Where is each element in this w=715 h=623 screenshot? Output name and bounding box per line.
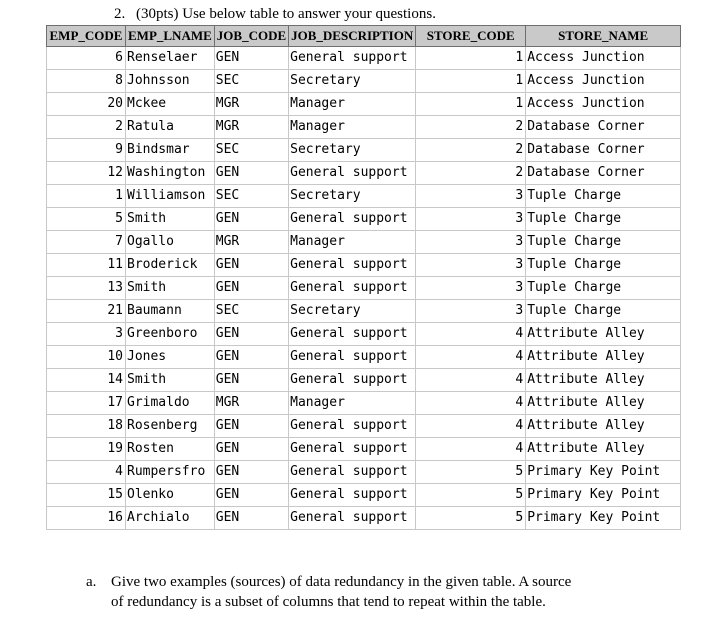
cell-store-name: Database Corner	[526, 139, 681, 162]
cell-job-code: GEN	[214, 277, 288, 300]
cell-store-code: 3	[416, 254, 526, 277]
cell-job-description: General support	[289, 277, 416, 300]
question-heading	[114, 6, 436, 23]
cell-job-description: General support	[289, 323, 416, 346]
cell-job-description: General support	[289, 461, 416, 484]
cell-job-description: General support	[289, 208, 416, 231]
cell-job-code: GEN	[214, 346, 288, 369]
cell-store-name: Primary Key Point	[526, 507, 681, 530]
table-row	[47, 116, 681, 139]
cell-job-code: SEC	[214, 70, 288, 93]
cell-job-description: General support	[289, 254, 416, 277]
cell-store-name: Tuple Charge	[526, 231, 681, 254]
cell-store-code: 5	[416, 507, 526, 530]
cell-job-description: General support	[289, 484, 416, 507]
cell-store-code: 2	[416, 162, 526, 185]
cell-job-code: GEN	[214, 507, 288, 530]
cell-store-name: Access Junction	[526, 47, 681, 70]
cell-emp-lname: Ratula	[126, 116, 215, 139]
cell-job-code: MGR	[214, 93, 288, 116]
cell-emp-code: 19	[47, 438, 126, 461]
question-text: (30pts) Use below table to answer your questions.	[136, 6, 436, 22]
cell-emp-code: 17	[47, 392, 126, 415]
table-row	[47, 323, 681, 346]
table-row	[47, 461, 681, 484]
cell-emp-lname: Greenboro	[126, 323, 215, 346]
header-emp-code: EMP_CODE	[47, 26, 126, 47]
header-emp-lname: EMP_LNAME	[126, 26, 215, 47]
cell-emp-code: 16	[47, 507, 126, 530]
cell-emp-lname: Rosenberg	[126, 415, 215, 438]
cell-store-name: Access Junction	[526, 70, 681, 93]
cell-emp-code: 20	[47, 93, 126, 116]
cell-job-description: Secretary	[289, 300, 416, 323]
table-row	[47, 369, 681, 392]
cell-job-code: GEN	[214, 254, 288, 277]
table-row	[47, 208, 681, 231]
cell-job-description: Manager	[289, 116, 416, 139]
cell-emp-code: 21	[47, 300, 126, 323]
cell-store-code: 3	[416, 231, 526, 254]
cell-emp-code: 8	[47, 70, 126, 93]
cell-job-code: GEN	[214, 438, 288, 461]
cell-emp-lname: Bindsmar	[126, 139, 215, 162]
cell-store-code: 4	[416, 323, 526, 346]
table-row	[47, 415, 681, 438]
cell-store-name: Tuple Charge	[526, 254, 681, 277]
cell-job-code: GEN	[214, 484, 288, 507]
cell-job-description: Manager	[289, 93, 416, 116]
table-row	[47, 231, 681, 254]
cell-store-code: 1	[416, 70, 526, 93]
cell-store-code: 3	[416, 185, 526, 208]
cell-store-name: Tuple Charge	[526, 277, 681, 300]
cell-store-name: Primary Key Point	[526, 484, 681, 507]
cell-job-description: Manager	[289, 392, 416, 415]
cell-emp-code: 9	[47, 139, 126, 162]
cell-emp-code: 1	[47, 185, 126, 208]
header-job-code: JOB_CODE	[214, 26, 288, 47]
cell-store-name: Attribute Alley	[526, 346, 681, 369]
cell-store-name: Attribute Alley	[526, 415, 681, 438]
table-row	[47, 47, 681, 70]
subquestion-text	[111, 572, 631, 612]
cell-store-code: 1	[416, 93, 526, 116]
cell-emp-lname: Johnsson	[126, 70, 215, 93]
table-row	[47, 484, 681, 507]
cell-emp-code: 4	[47, 461, 126, 484]
cell-store-name: Attribute Alley	[526, 323, 681, 346]
cell-emp-code: 10	[47, 346, 126, 369]
cell-emp-lname: Grimaldo	[126, 392, 215, 415]
cell-emp-lname: Olenko	[126, 484, 215, 507]
cell-emp-lname: Ogallo	[126, 231, 215, 254]
cell-job-description: Manager	[289, 231, 416, 254]
cell-store-code: 4	[416, 415, 526, 438]
cell-store-code: 5	[416, 484, 526, 507]
cell-store-name: Tuple Charge	[526, 185, 681, 208]
subquestion-line-2: of redundancy is a subset of columns that tend to repeat within the table.	[111, 594, 546, 610]
table-row	[47, 93, 681, 116]
table-row	[47, 185, 681, 208]
cell-emp-lname: Smith	[126, 208, 215, 231]
cell-job-description: General support	[289, 346, 416, 369]
subquestion-line-1: Give two examples (sources) of data redundancy in the given table. A source	[111, 574, 572, 590]
cell-job-code: GEN	[214, 323, 288, 346]
cell-emp-code: 2	[47, 116, 126, 139]
cell-store-code: 3	[416, 300, 526, 323]
cell-job-code: MGR	[214, 392, 288, 415]
table-row	[47, 254, 681, 277]
cell-store-name: Attribute Alley	[526, 392, 681, 415]
cell-store-code: 2	[416, 116, 526, 139]
cell-job-code: GEN	[214, 415, 288, 438]
cell-store-name: Database Corner	[526, 162, 681, 185]
cell-store-name: Tuple Charge	[526, 300, 681, 323]
table-row	[47, 392, 681, 415]
cell-store-code: 5	[416, 461, 526, 484]
cell-job-code: SEC	[214, 300, 288, 323]
cell-store-name: Attribute Alley	[526, 369, 681, 392]
cell-emp-lname: Jones	[126, 346, 215, 369]
cell-store-code: 3	[416, 208, 526, 231]
table-row	[47, 346, 681, 369]
cell-emp-code: 12	[47, 162, 126, 185]
cell-emp-lname: Williamson	[126, 185, 215, 208]
cell-emp-lname: Smith	[126, 369, 215, 392]
cell-emp-code: 7	[47, 231, 126, 254]
header-job-description: JOB_DESCRIPTION	[289, 26, 416, 47]
cell-job-description: General support	[289, 438, 416, 461]
cell-store-code: 3	[416, 277, 526, 300]
subquestion-label: a.	[86, 574, 97, 590]
cell-job-description: Secretary	[289, 139, 416, 162]
cell-emp-code: 11	[47, 254, 126, 277]
cell-job-description: Secretary	[289, 185, 416, 208]
cell-store-code: 4	[416, 392, 526, 415]
cell-job-code: MGR	[214, 116, 288, 139]
cell-job-code: GEN	[214, 47, 288, 70]
cell-job-description: Secretary	[289, 70, 416, 93]
cell-emp-code: 14	[47, 369, 126, 392]
table-row	[47, 300, 681, 323]
cell-emp-code: 5	[47, 208, 126, 231]
cell-store-name: Access Junction	[526, 93, 681, 116]
cell-emp-code: 3	[47, 323, 126, 346]
table-body	[47, 47, 681, 530]
cell-emp-lname: Smith	[126, 277, 215, 300]
cell-job-code: SEC	[214, 185, 288, 208]
table-row	[47, 438, 681, 461]
table-header-row	[47, 26, 681, 47]
cell-store-code: 1	[416, 47, 526, 70]
table-row	[47, 139, 681, 162]
table-row	[47, 162, 681, 185]
cell-emp-code: 6	[47, 47, 126, 70]
cell-emp-lname: Renselaer	[126, 47, 215, 70]
table-row	[47, 70, 681, 93]
cell-store-name: Tuple Charge	[526, 208, 681, 231]
cell-job-description: General support	[289, 507, 416, 530]
cell-job-code: GEN	[214, 208, 288, 231]
cell-emp-lname: Mckee	[126, 93, 215, 116]
cell-store-code: 2	[416, 139, 526, 162]
cell-emp-code: 15	[47, 484, 126, 507]
cell-store-code: 4	[416, 369, 526, 392]
cell-store-name: Attribute Alley	[526, 438, 681, 461]
cell-emp-code: 13	[47, 277, 126, 300]
cell-store-name: Database Corner	[526, 116, 681, 139]
cell-store-code: 4	[416, 346, 526, 369]
cell-emp-lname: Washington	[126, 162, 215, 185]
cell-emp-lname: Rumpersfro	[126, 461, 215, 484]
cell-emp-code: 18	[47, 415, 126, 438]
cell-job-code: GEN	[214, 369, 288, 392]
table-row	[47, 277, 681, 300]
cell-job-code: GEN	[214, 461, 288, 484]
header-store-name: STORE_NAME	[526, 26, 681, 47]
cell-emp-lname: Baumann	[126, 300, 215, 323]
cell-job-description: General support	[289, 162, 416, 185]
cell-store-name: Primary Key Point	[526, 461, 681, 484]
cell-job-description: General support	[289, 369, 416, 392]
cell-job-code: MGR	[214, 231, 288, 254]
cell-store-code: 4	[416, 438, 526, 461]
cell-job-description: General support	[289, 415, 416, 438]
employee-store-table	[46, 25, 681, 530]
question-number: 2.	[114, 6, 126, 22]
cell-emp-lname: Broderick	[126, 254, 215, 277]
cell-job-code: SEC	[214, 139, 288, 162]
cell-job-code: GEN	[214, 162, 288, 185]
cell-emp-lname: Rosten	[126, 438, 215, 461]
header-store-code: STORE_CODE	[416, 26, 526, 47]
cell-job-description: General support	[289, 47, 416, 70]
table-row	[47, 507, 681, 530]
cell-emp-lname: Archialo	[126, 507, 215, 530]
